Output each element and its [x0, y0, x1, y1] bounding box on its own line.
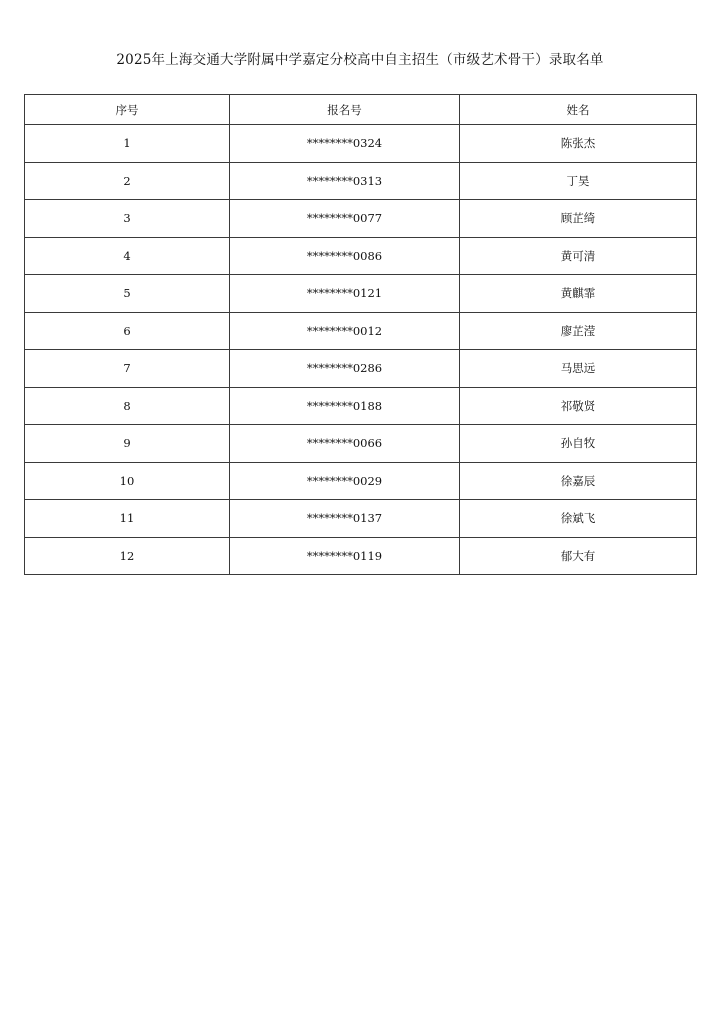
cell-name: 黄麒霏	[460, 275, 697, 313]
cell-reg-no: ********0286	[230, 350, 460, 388]
column-header-name: 姓名	[460, 95, 697, 125]
cell-seq: 10	[25, 462, 230, 500]
table-header-row	[25, 95, 697, 125]
cell-reg-no: ********0119	[230, 537, 460, 575]
cell-reg-no: ********0012	[230, 312, 460, 350]
cell-seq: 6	[25, 312, 230, 350]
cell-name: 陈张杰	[460, 125, 697, 163]
column-header-seq: 序号	[25, 95, 230, 125]
cell-seq: 8	[25, 387, 230, 425]
cell-name: 徐嘉辰	[460, 462, 697, 500]
cell-seq: 5	[25, 275, 230, 313]
cell-name: 郁大有	[460, 537, 697, 575]
cell-name: 徐斌飞	[460, 500, 697, 538]
cell-name: 马思远	[460, 350, 697, 388]
table-row	[25, 462, 697, 500]
cell-reg-no: ********0077	[230, 200, 460, 238]
admission-list-table	[24, 94, 697, 575]
table-row	[25, 350, 697, 388]
cell-seq: 3	[25, 200, 230, 238]
cell-seq: 9	[25, 425, 230, 463]
table-row	[25, 387, 697, 425]
cell-reg-no: ********0137	[230, 500, 460, 538]
table-row	[25, 200, 697, 238]
table-row	[25, 312, 697, 350]
table-row	[25, 425, 697, 463]
cell-name: 廖芷滢	[460, 312, 697, 350]
cell-name: 黄可清	[460, 237, 697, 275]
cell-name: 祁敬贤	[460, 387, 697, 425]
cell-reg-no: ********0086	[230, 237, 460, 275]
cell-reg-no: ********0324	[230, 125, 460, 163]
table-row	[25, 125, 697, 163]
table-row	[25, 237, 697, 275]
page-title: 2025年上海交通大学附属中学嘉定分校高中自主招生（市级艺术骨干）录取名单	[116, 52, 604, 68]
cell-name: 顾芷绮	[460, 200, 697, 238]
cell-reg-no: ********0121	[230, 275, 460, 313]
table-row	[25, 162, 697, 200]
cell-reg-no: ********0313	[230, 162, 460, 200]
table-row	[25, 275, 697, 313]
table-row	[25, 537, 697, 575]
cell-seq: 4	[25, 237, 230, 275]
table-row	[25, 500, 697, 538]
cell-seq: 2	[25, 162, 230, 200]
column-header-reg-no: 报名号	[230, 95, 460, 125]
cell-reg-no: ********0188	[230, 387, 460, 425]
cell-name: 丁昊	[460, 162, 697, 200]
cell-seq: 1	[25, 125, 230, 163]
cell-seq: 11	[25, 500, 230, 538]
cell-reg-no: ********0066	[230, 425, 460, 463]
cell-reg-no: ********0029	[230, 462, 460, 500]
cell-seq: 12	[25, 537, 230, 575]
cell-seq: 7	[25, 350, 230, 388]
cell-name: 孙自牧	[460, 425, 697, 463]
